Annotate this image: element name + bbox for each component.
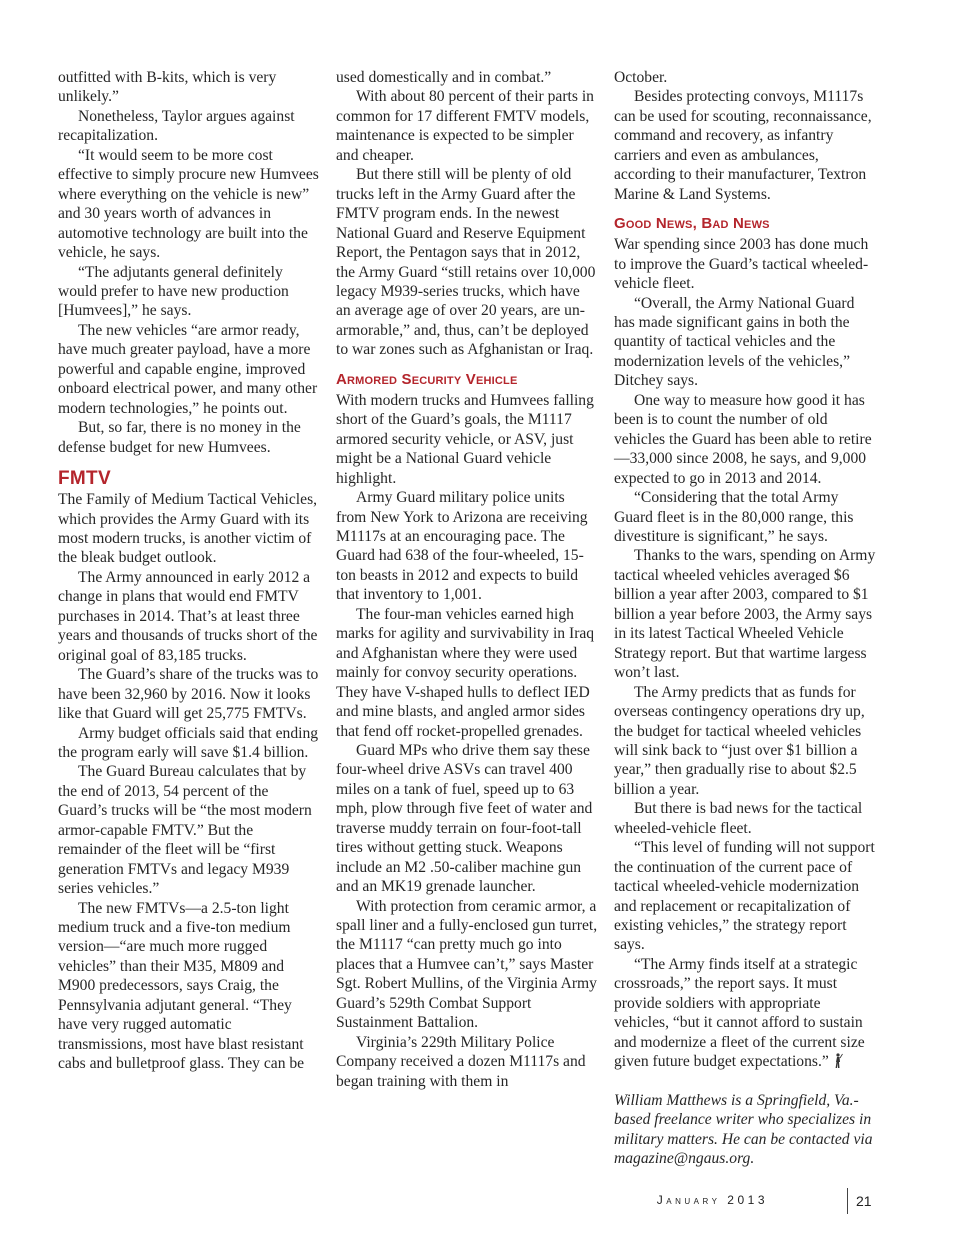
paragraph: The Guard Bureau calculates that by the end of 2013, 54 percent of the Guard’s trucks will be “the most modern armor-capable FMTV.” But the remainder of the fleet will be “first generation FMTVs and legacy M939 series vehicles.” [58, 763, 312, 898]
paragraph: With about 80 percent of their parts in common for 17 different FMTV models, maintenance is expected to be simpler and cheaper. [336, 88, 594, 164]
paragraph: The four-man vehicles earned high marks for agility and survivability in Iraq and Afghanistan where they were used mainly for convoy security operations. They have V-shaped hulls to deflect IED and mine blasts, and angled armor sides that fend off rocket-propelled grenades. [336, 605, 595, 740]
article-column-2 [336, 68, 598, 1091]
last-paragraph [614, 955, 876, 1072]
minuteman-end-mark-icon [833, 1053, 843, 1069]
paragraph: With modern trucks and Humvees falling short of the Guard’s goals, the M1117 armored security vehicle, or ASV, just might be a National Guard vehicle highlight. [336, 391, 594, 487]
paragraph: The Guard’s share of the trucks was to have been 32,960 by 2016. Now it looks like that Guard will get 25,775 FMTVs. [58, 666, 319, 723]
paragraph: Besides protecting convoys, M1117s can be used for scouting, reconnaissance, command and recovery, as infantry carriers and even as ambulances, according to their manufacturer, Textron Marine & Land Systems. [614, 88, 872, 203]
paragraph: “The adjutants general definitely would prefer to have new production [Humvees],” he says. [58, 263, 289, 320]
paragraph: War spending since 2003 has done much to improve the Guard’s tactical wheeled-vehicle fleet. [614, 236, 869, 293]
paragraph: One way to measure how good it has been is to count the number of old vehicles the Guard has been able to retire—33,000 since 2008, he says, and 9,000 expected to go in 2013 and 2014. [614, 391, 872, 487]
paragraph: The Family of Medium Tactical Vehicles, which provides the Army Guard with its most modern trucks, is another victim of the bleak budget outlook. [58, 491, 318, 567]
paragraph: used domestically and in combat.” [336, 69, 552, 86]
section-heading-fmtv: FMTV [58, 468, 111, 490]
section-heading-good-news-bad-news: Good News, Bad News [614, 215, 770, 233]
paragraph: The new FMTVs—a 2.5-ton light medium truck and a five-ton medium version—“are much more rugged vehicles” than their M35, M809 and M900 predecessors, says Craig, the Pennsylvania adjutant general. “They have very rugged automatic transmissions, most have blast resistant cabs and bulletproof glass. They can be [58, 899, 305, 1073]
paragraph: The Army announced in early 2012 a change in plans that would end FMTV purchases in 2014. That’s at least three years and thousands of trucks short of the original goal of 83,185 trucks. [58, 568, 318, 664]
paragraph: Thanks to the wars, spending on Army tactical wheeled vehicles averaged $6 billion a year after 2003, compared to $1 billion a year before 2003, the Army says in its latest Tactical Wheeled Vehicle Strategy report. But that wartime largess won’t last. [614, 547, 876, 682]
paragraph: October. [614, 69, 668, 86]
paragraph: “This level of funding will not support the continuation of the current pace of tactical wheeled-vehicle modernization and replacement or recapitalization of existing vehicles,” the strategy report says. [614, 839, 875, 954]
article-column-3 [614, 68, 876, 1168]
paragraph: “Considering that the total Army Guard fleet is in the 80,000 range, this divestiture is significant,” he says. [614, 489, 854, 545]
author-bio: William Matthews is a Springfield, Va.-based freelance writer who specializes in military matters. He can be contacted via magazine@ngaus.org. [614, 1091, 873, 1168]
paragraph: Nonetheless, Taylor argues against recapitalization. [58, 107, 295, 145]
paragraph: Army Guard military police units from New York to Arizona are receiving M1117s at an encouraging pace. The Guard had 638 of the four-wheeled, 15-ton beasts in 2012 and expects to build that inventory to 1,001. [336, 489, 588, 604]
paragraph: “It would seem to be more cost effective to simply procure new Humvees where everything on the vehicle is new” and 30 years worth of advances in automotive technology are built into the vehicle, he says. [58, 146, 319, 262]
paragraph: The new vehicles “are armor ready, have much greater payload, have a more powerful and capable engine, improved onboard electrical power, and many other modern technologies,” he points out. [58, 321, 318, 417]
footer-divider [847, 1188, 848, 1214]
paragraph: But, so far, there is no money in the defense budget for new Humvees. [58, 419, 301, 456]
paragraph: With protection from ceramic armor, a spall liner and a fully-enclosed gun turret, the M1117 “can pretty much go into places that a Humvee can’t,” says Master Sgt. Robert Mullins, of the Virginia Army Guard’s 529th Combat Support Sustainment Battalion. [336, 897, 598, 1032]
paragraph-text: “The Army finds itself at a strategic crossroads,” the report says. It must provide soldiers with appropriate vehicles, “but it cannot afford to sustain and modernize a fleet of the current size given future budget expectations.” [614, 955, 865, 1071]
paragraph: The Army predicts that as funds for overseas contingency operations dry up, the budget for tactical wheeled vehicles will sink back to “just over $1 billion a year,” then gradually rise to about $2.5 billion a year. [614, 683, 865, 798]
paragraph: Virginia’s 229th Military Police Company received a dozen M1117s and began training with them in [336, 1033, 586, 1090]
paragraph: But there still will be plenty of old trucks left in the Army Guard after the FMTV program ends. In the newest National Guard and Reserve Equipment Report, the Pentagon says that in 2012, the Army Guard “still retains over 10,000 legacy M939-series trucks, which have an average age of over 20 years, are un-armorable,” and, thus, can’t be deployed to war zones such as Afghanistan or Iraq. [336, 166, 596, 359]
paragraph: Guard MPs who drive them say these four-wheel drive ASVs can travel 400 miles on a tank of fuel, speed up to 63 mph, plow through five feet of water and traverse muddy terrain on four-foot-tall tires without getting stuck. Weapons include an M2 .50-caliber machine gun and an MK19 grenade launcher. [336, 741, 593, 896]
article-column-1 [58, 68, 320, 1074]
paragraph: outfitted with B-kits, which is very unlikely.” [58, 69, 277, 106]
paragraph: “Overall, the Army National Guard has made significant gains in both the quantity of tactical vehicles and the modernization levels of the vehicles,” Ditchey says. [614, 294, 855, 390]
section-heading-armored-security-vehicle: Armored Security Vehicle [336, 370, 518, 388]
issue-date: January 2013 [656, 1193, 768, 1207]
page-footer [656, 1188, 900, 1214]
paragraph: But there is bad news for the tactical wheeled-vehicle fleet. [614, 800, 863, 837]
page-number: 21 [856, 1193, 872, 1209]
paragraph: Army budget officials said that ending the program early will save $1.4 billion. [58, 724, 319, 761]
